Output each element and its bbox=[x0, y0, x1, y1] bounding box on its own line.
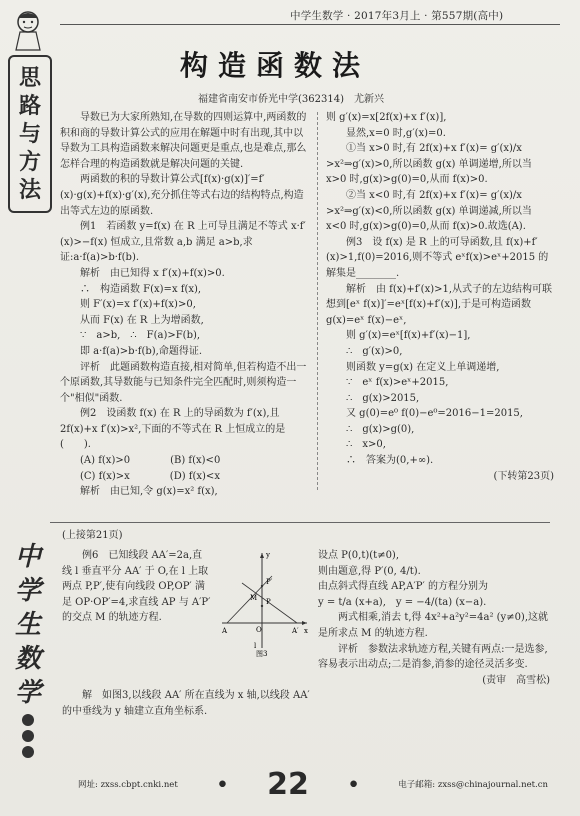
column-badge-char: 方 bbox=[18, 149, 41, 175]
solution-paragraph: 解 如图3,以线段 AA′ 所在直线为 x 轴,以线段 AA′ 的中垂线为 y 轴建立直角坐标系. bbox=[62, 690, 310, 717]
vertical-title-char: 学 bbox=[14, 678, 41, 708]
article-author: 福建省南安市侨光中学(362314) 尤新兴 bbox=[198, 94, 384, 105]
left-column bbox=[60, 110, 310, 500]
continued-from-note: (上接第21页) bbox=[62, 530, 123, 541]
page-footer bbox=[78, 766, 548, 802]
solution-line: 由点斜式得直线 AP,A′P′ 的方程分别为 bbox=[318, 581, 488, 593]
solution-line: 从而 F(x) 在 R 上为增函数, bbox=[80, 314, 204, 326]
section-divider bbox=[50, 522, 550, 523]
bottom-left-column bbox=[62, 548, 212, 626]
figure-label: l bbox=[254, 642, 257, 650]
paragraph: 导数已为大家所熟知,在导数的四则运算中,两函数的积和商的导数计算公式的应用在解题中时有出现,其中以导数为工具构造函数来解决问题更是重点,也是难点,那么怎样合理的构造函数就是解决问题的关键. bbox=[60, 112, 307, 170]
solution-line: 显然,x=0 时,g′(x)=0. bbox=[346, 127, 446, 139]
comment-paragraph: 评析 此题函数构造直接,相对简单,但若构造不出一个原函数,其导数能与已知条件完全匹配时,则须构造一个"相似"函数. bbox=[60, 361, 307, 404]
case-2: ②当 x<0 时,有 2f(x)+x f′(x)= g′(x)/x >x²⇒g′(x)<0,所以函数 g(x) 单调递减,所以当 x<0 时,g(x)>g(0)=0,从而 f(x)>0.故选(A). bbox=[326, 189, 532, 233]
solution-line: 又 g(0)=e⁰ f(0)−e⁰=2016−1=2015, bbox=[346, 408, 523, 420]
vertical-title-char: 学 bbox=[14, 576, 41, 606]
solution-line: 即 a·f(a)>b·f(b),命题得证. bbox=[80, 345, 203, 357]
right-column bbox=[326, 110, 554, 484]
bottom-left-solution bbox=[62, 688, 312, 719]
solution-line: ∴ x>0, bbox=[346, 439, 386, 451]
solution-line: 则由题意,得 P′(0, 4/t). bbox=[318, 565, 421, 577]
comment-paragraph: 评析 参数法求轨迹方程,关键有两点:一是选参,容易表示出动点;二是消参,消参的途径灵活多变. bbox=[318, 643, 548, 671]
solution-line: ∴ g(x)>g(0), bbox=[346, 423, 415, 435]
solution-line: ∴ g(x)>2015, bbox=[346, 392, 420, 404]
solution-line: 解析 由已知得 x f′(x)+f(x)>0. bbox=[80, 267, 225, 279]
column-divider bbox=[317, 112, 318, 490]
solution-line: ∴ 构造函数 F(x)=x f(x), bbox=[80, 283, 202, 295]
solution-line: 解析 由已知,令 g(x)=x² f(x), bbox=[80, 486, 218, 498]
solution-line: 则 g′(x)=eˣ[f(x)+f′(x)−1], bbox=[346, 330, 471, 342]
example-1: 例1 若函数 y=f(x) 在 R 上可导且满足不等式 x·f′(x)>−f(x) 恒成立,且常数 a,b 满足 a>b,求证:a·f(a)>b·f(b). bbox=[60, 221, 306, 264]
figure-label: P bbox=[266, 598, 271, 606]
figure-label: x bbox=[304, 627, 308, 635]
column-badge-char: 路 bbox=[18, 93, 41, 119]
magazine-vertical-title bbox=[8, 540, 48, 762]
solution-line: 则函数 y=g(x) 在定义上单调递增, bbox=[346, 361, 500, 373]
example-6: 例6 已知线段 AA′=2a,直线 l 垂直平分 AA′ 于 O,在 l 上取两点 P,P′,使有向线段 OP,OP′ 满足 OP·OP′=4,求直线 AP 与 A′P′ 的交点 M 的轨迹方程. bbox=[62, 550, 211, 624]
figure-caption: 图3 bbox=[256, 650, 268, 658]
bottom-right-column bbox=[318, 548, 550, 688]
footer-bullet-icon: ● bbox=[349, 779, 358, 789]
case-1: ①当 x>0 时,有 2f(x)+x f′(x)= g′(x)/x >x²⇒g′(x)>0,所以函数 g(x) 单调递增,所以当 x>0 时,g(x)>g(0)=0,从而 f(x)>0. bbox=[326, 143, 532, 186]
figure-label: y bbox=[266, 551, 270, 559]
figure-label: P′ bbox=[266, 578, 273, 586]
figure-label: O bbox=[256, 626, 262, 634]
solution-line: 则 g′(x)=x[2f(x)+x f′(x)], bbox=[326, 112, 447, 123]
equation-line: y = t/a (x+a), y = −4/(ta) (x−a). bbox=[318, 596, 487, 608]
solution-paragraph: 解析 由 f(x)+f′(x)>1,从式子的左边结构可联想到[eˣ f(x)]′=eˣ[f(x)+f′(x)],于是可构造函数 g(x)=eˣ f(x)−eˣ, bbox=[326, 283, 553, 326]
figure-label: A bbox=[222, 627, 228, 635]
solution-line: ∴ g′(x)>0, bbox=[346, 345, 403, 357]
answer-line: ∴ 答案为(0,+∞). bbox=[346, 455, 434, 467]
footer-website: 网址: zxss.cbpt.cnki.net bbox=[78, 780, 178, 790]
choice-row: (A) f(x)>0 (B) f(x)<0 bbox=[80, 455, 221, 467]
example-3: 例3 设 f(x) 是 R 上的可导函数,且 f(x)+f′(x)>1,f(0)=2016,则不等式 eˣf(x)>eˣ+2015 的解集是________. bbox=[326, 236, 549, 279]
footer-bullet-icon: ● bbox=[218, 779, 227, 789]
column-badge-char: 思 bbox=[18, 65, 41, 91]
article-title: 构造函数法 bbox=[180, 49, 371, 82]
solution-line: 设点 P(0,t)(t≠0), bbox=[318, 550, 400, 561]
footer-email: 电子邮箱: zxss@chinajournal.net.cn bbox=[398, 780, 548, 790]
header-rule bbox=[60, 24, 560, 25]
vertical-title-char: 生 bbox=[14, 610, 41, 640]
paragraph: 两函数的积的导数计算公式[f(x)·g(x)]′=f′(x)·g(x)+f(x)·g′(x),充分抓住等式右边的结构特点,构造出等式左边的原函数. bbox=[60, 174, 304, 217]
solution-line: ∵ eˣ f(x)>eˣ+2015, bbox=[346, 377, 449, 389]
decorative-dots-icon bbox=[22, 710, 34, 762]
solution-line: ∵ a>b, ∴ F(a)>F(b), bbox=[80, 330, 201, 342]
figure-3 bbox=[212, 548, 312, 658]
cartoon-girl-icon bbox=[10, 8, 46, 52]
figure-label: A′ bbox=[292, 627, 299, 635]
column-badge-char: 与 bbox=[18, 121, 41, 147]
solution-paragraph: 两式相乘,消去 t,得 4x²+a²y²=4a² (y≠0),这就是所求点 M 的轨迹方程. bbox=[318, 612, 549, 639]
vertical-title-char: 中 bbox=[14, 542, 41, 572]
choice-row: (C) f(x)>x (D) f(x)<x bbox=[80, 470, 220, 482]
issue-header: 中学生数学 · 2017年3月上 · 第557期(高中) bbox=[290, 10, 504, 22]
figure-label: M bbox=[250, 594, 258, 602]
vertical-title-char: 数 bbox=[14, 644, 41, 674]
column-badge-char: 法 bbox=[18, 177, 41, 203]
continued-note: (下转第23页) bbox=[493, 470, 554, 482]
column-badge bbox=[8, 55, 52, 213]
example-2: 例2 设函数 f(x) 在 R 上的导函数为 f′(x),且 2f(x)+x f′(x)>x²,下面的不等式在 R 上恒成立的是( ). bbox=[60, 408, 286, 451]
solution-line: 则 F′(x)=x f′(x)+f(x)>0, bbox=[80, 299, 196, 311]
page-number: 22 bbox=[267, 766, 309, 802]
editor-credit: (责审 高雪松) bbox=[482, 674, 550, 686]
